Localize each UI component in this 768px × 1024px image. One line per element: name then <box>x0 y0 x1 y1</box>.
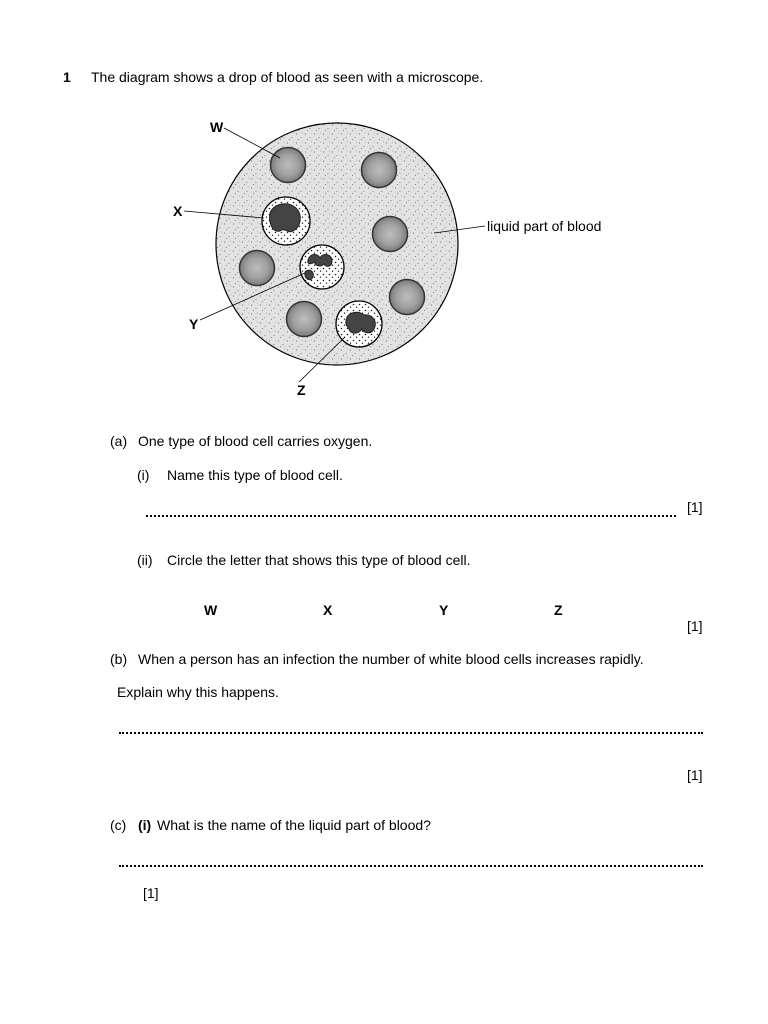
blood-drop-diagram <box>160 105 620 405</box>
label-x: X <box>173 203 183 219</box>
question-number: 1 <box>63 69 71 85</box>
part-a-label: (a) <box>110 433 128 449</box>
part-a-ii-text: Circle the letter that shows this type of blood cell. <box>167 552 471 568</box>
answer-line-a-i[interactable] <box>146 515 676 517</box>
red-blood-cell <box>240 251 275 286</box>
question-intro: The diagram shows a drop of blood as seen with a microscope. <box>91 69 484 85</box>
marks-a-ii: [1] <box>687 618 703 634</box>
part-c-text: What is the name of the liquid part of blood? <box>157 817 431 833</box>
option-z[interactable]: Z <box>554 602 563 618</box>
marks-b: [1] <box>687 767 703 783</box>
label-z: Z <box>297 382 306 398</box>
marks-c: [1] <box>143 885 159 901</box>
part-b-text: When a person has an infection the number of white blood cells increases rapidly. <box>138 651 644 667</box>
part-a-ii-label: (ii) <box>137 552 153 568</box>
marks-a-i: [1] <box>687 499 703 515</box>
part-b-prompt: Explain why this happens. <box>117 684 279 700</box>
white-blood-cell-z <box>336 301 382 347</box>
answer-line-c[interactable] <box>119 865 703 867</box>
part-a-text: One type of blood cell carries oxygen. <box>138 433 373 449</box>
label-y: Y <box>189 316 199 332</box>
red-blood-cell <box>362 153 397 188</box>
option-y[interactable]: Y <box>439 602 449 618</box>
red-blood-cell <box>390 280 425 315</box>
part-c-label: (c) <box>110 817 127 833</box>
option-w[interactable]: W <box>204 602 218 618</box>
part-a-i-text: Name this type of blood cell. <box>167 467 343 483</box>
label-liquid-part: liquid part of blood <box>487 218 602 234</box>
option-x[interactable]: X <box>323 602 333 618</box>
red-blood-cell <box>287 302 322 337</box>
white-blood-cell-y <box>300 245 344 289</box>
red-blood-cell <box>373 217 408 252</box>
part-b-label: (b) <box>110 651 128 667</box>
answer-line-b[interactable] <box>119 732 703 734</box>
red-blood-cell <box>271 148 306 183</box>
label-w: W <box>210 119 224 135</box>
white-blood-cell-x <box>262 197 310 245</box>
part-c-sub-label: (i) <box>138 817 152 833</box>
part-a-i-label: (i) <box>137 467 150 483</box>
